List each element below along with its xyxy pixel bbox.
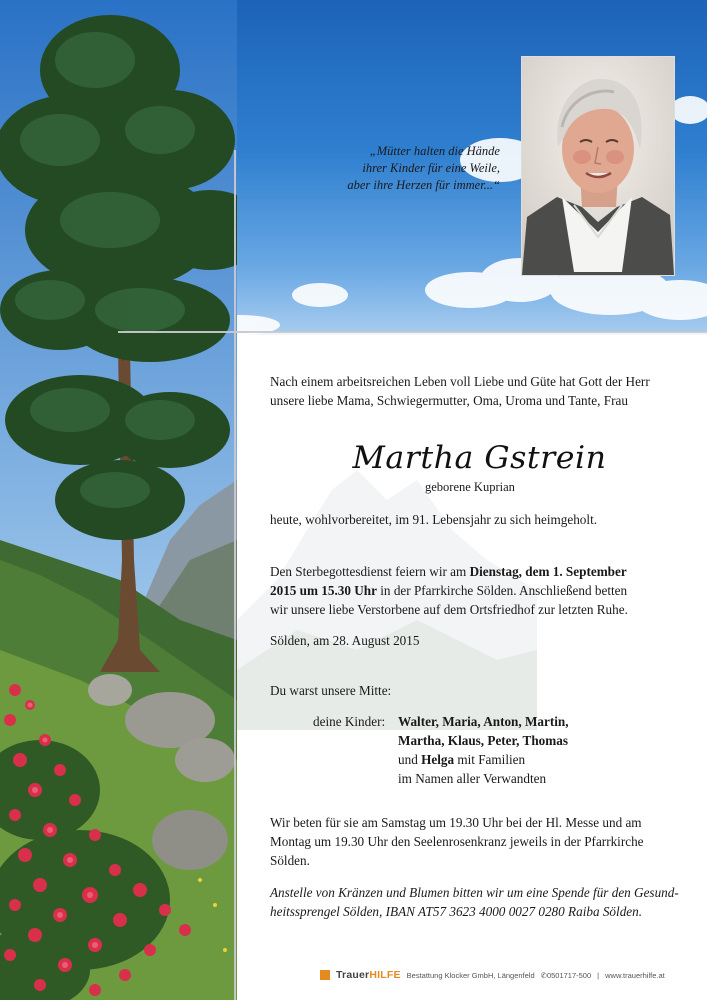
landscape-photo (0, 0, 237, 1000)
mass-text: Den Sterbegottesdienst feiern wir am (270, 564, 470, 579)
death-notice: heute, wohlvorbereitet, im 91. Lebensjahr zu sich heimgeholt. (270, 512, 598, 527)
intro-line: Nach einem arbeitsreichen Leben voll Liebe und Güte hat Gott der Herr (270, 374, 650, 389)
mass-line-3: wir unsere liebe Verstorbene auf dem Ortsfriedhof zur letzten Ruhe. (270, 602, 628, 617)
trauerhilfe-logo-icon (320, 970, 330, 980)
quote-line: „Mütter halten die Hände (369, 144, 500, 158)
place-date: Sölden, am 28. August 2015 (270, 633, 420, 648)
family-line-1 (398, 712, 569, 731)
maiden-name: geborene Kuprian (425, 480, 515, 494)
brand-main: Trauer (336, 969, 370, 981)
prayer-line: Sölden. (270, 853, 310, 868)
footer (320, 968, 665, 982)
mass-line-1 (270, 562, 674, 581)
quote (300, 143, 500, 194)
footer-separator: | (597, 970, 600, 980)
cross-vertical-line (234, 150, 236, 1000)
deceased-name: Martha Gstrein (352, 440, 607, 476)
mass-date: Dienstag, dem 1. September (469, 564, 627, 579)
mass-line-2 (270, 581, 674, 600)
portrait-photo (522, 57, 674, 275)
family-list (398, 712, 569, 788)
website-link[interactable]: www.trauerhilfe.at (605, 970, 665, 980)
company-name: Bestattung Klocker GmbH, Längenfeld (406, 970, 535, 980)
mass-time: 2015 um 15.30 Uhr (270, 583, 377, 598)
middle-text: Du warst unsere Mitte: (270, 683, 392, 698)
family-line-2 (398, 731, 569, 750)
children-names: Walter, Maria, Anton, Martin, (398, 714, 569, 729)
quote-line: aber ihre Herzen für immer...“ (347, 178, 500, 192)
family-label: deine Kinder: (313, 714, 386, 729)
donation-line: Anstelle von Kränzen und Blumen bitten wir um eine Spende für den Gesund- (270, 885, 679, 900)
intro-line: unsere liebe Mama, Schwiegermutter, Oma, Uroma und Tante, Frau (270, 393, 628, 408)
phone-number: ✆0501717-500 (540, 970, 592, 980)
children-names: Martha, Klaus, Peter, Thomas (398, 733, 568, 748)
donation-line: heitssprengel Sölden, IBAN AT57 3623 4000 0027 0280 Raiba Sölden. (270, 904, 643, 919)
family-text: und (398, 752, 422, 767)
funeral-mass-text (270, 562, 674, 619)
children-names: Helga (421, 752, 455, 767)
prayer-line: Montag um 19.30 Uhr den Seelenrosenkranz jeweils in der Pfarrkirche (270, 834, 644, 849)
family-line-3 (398, 750, 569, 769)
quote-line: ihrer Kinder für eine Weile, (362, 161, 500, 175)
cross-horizontal-line (118, 331, 707, 333)
mass-text: in der Pfarrkirche Sölden. Anschließend betten (376, 583, 628, 598)
portrait-image (522, 57, 674, 275)
intro-text (270, 372, 650, 410)
brand-name (336, 969, 401, 981)
family-line-4: im Namen aller Verwandten (398, 771, 547, 786)
prayer-line: Wir beten für sie am Samstag um 19.30 Uhr bei der Hl. Messe und am (270, 815, 642, 830)
donation-text (270, 883, 679, 921)
family-text: mit Familien (454, 752, 526, 767)
prayer-text (270, 813, 644, 870)
brand-accent: HILFE (369, 969, 401, 981)
